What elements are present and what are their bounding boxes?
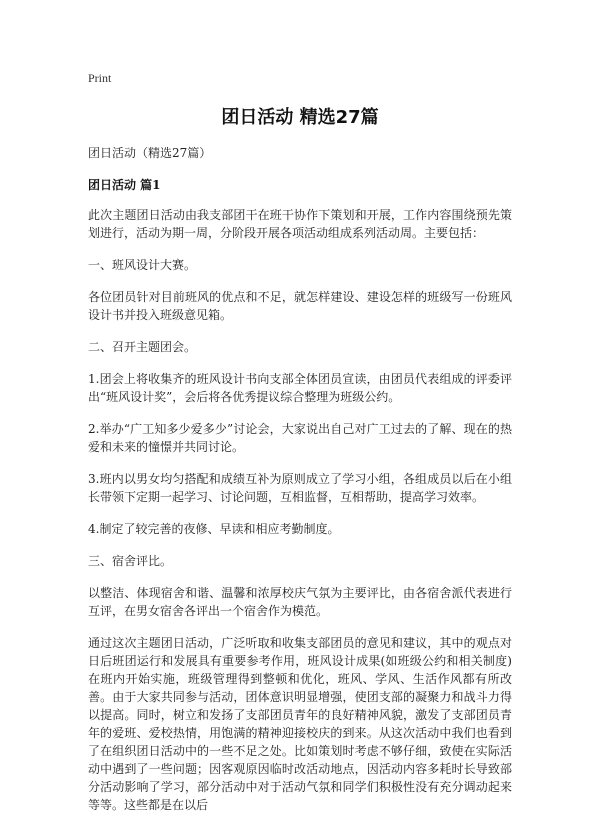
paragraph-heading-2: 二、召开主题团会。: [88, 340, 197, 354]
paragraph-intro: 此次主题团日活动由我支部团干在班干协作下策划和开展，工作内容围绕预先策划进行，活动为期一周，分阶段开展各项活动组成系列活动周。主要包括：: [88, 208, 512, 240]
paragraph-item-4: 4.制定了较完善的夜修、早读和相应考勤制度。: [88, 522, 340, 536]
paragraph-item-2: 2.举办“广工知多少爱多少”讨论会，大家说出自己对广工过去的了解、现在的热爱和未来的憧憬并共同讨论。: [88, 422, 512, 454]
paragraph-summary: 通过这次主题团日活动，广泛听取和收集支部团员的意见和建议，其中的观点对日后班团运行和发展具有重要参考作用，班风设计成果(如班级公约和相关制度)在班内开始实施，班级管理得到整顿和优化，班风、学风、生活作风都有所改善。由于大家共同参与活动，团体意识明显增强，使团支部的凝聚力和战斗力得以提高。同时，树立和发扬了支部团员青年的良好精神风貌，激发了支部团员青年的爱班、爱校热情，用饱满的精神迎接校庆的到来。从这次活动中我们也看到了在组织团日活动中的一些不足之处。比如策划时考虑不够仔细，致使在实际活动中遇到了一些问题；因客观原因临时改活动地点，因活动内容多耗时长导致部分活动影响了学习，部分活动中对于活动气氛和同学们积极性没有充分调动起来等等。这些都是在以后: [88, 636, 512, 812]
paragraph-heading-1: 一、班风设计大赛。: [88, 258, 197, 272]
paragraph-item-1: 1.团会上将收集齐的班风设计书向支部全体团员宣读，由团员代表组成的评委评出“班风设计奖”，会后将各优秀提议综合整理为班级公约。: [88, 372, 512, 404]
paragraph-body-1: 各位团员针对目前班风的优点和不足，就怎样建设、建设怎样的班级写一份班风设计书并投入班级意见箱。: [88, 290, 512, 322]
section-heading: 团日活动 篇1: [88, 178, 161, 192]
document-title: 团日活动 精选27篇: [221, 107, 379, 128]
print-label: Print: [88, 71, 112, 85]
paragraph-heading-3: 三、宿舍评比。: [88, 554, 173, 568]
document-subtitle: 团日活动（精选27篇）: [88, 146, 212, 160]
paragraph-item-3: 3.班内以男女均匀搭配和成绩互补为原则成立了学习小组，各组成员以后在小组长带领下定期一起学习、讨论问题，互相监督，互相帮助，提高学习效率。: [88, 472, 512, 504]
paragraph-body-3: 以整洁、体现宿舍和谐、温馨和浓厚校庆气氛为主要评比，由各宿舍派代表进行互评，在男女宿舍各评出一个宿舍作为模范。: [88, 586, 512, 618]
